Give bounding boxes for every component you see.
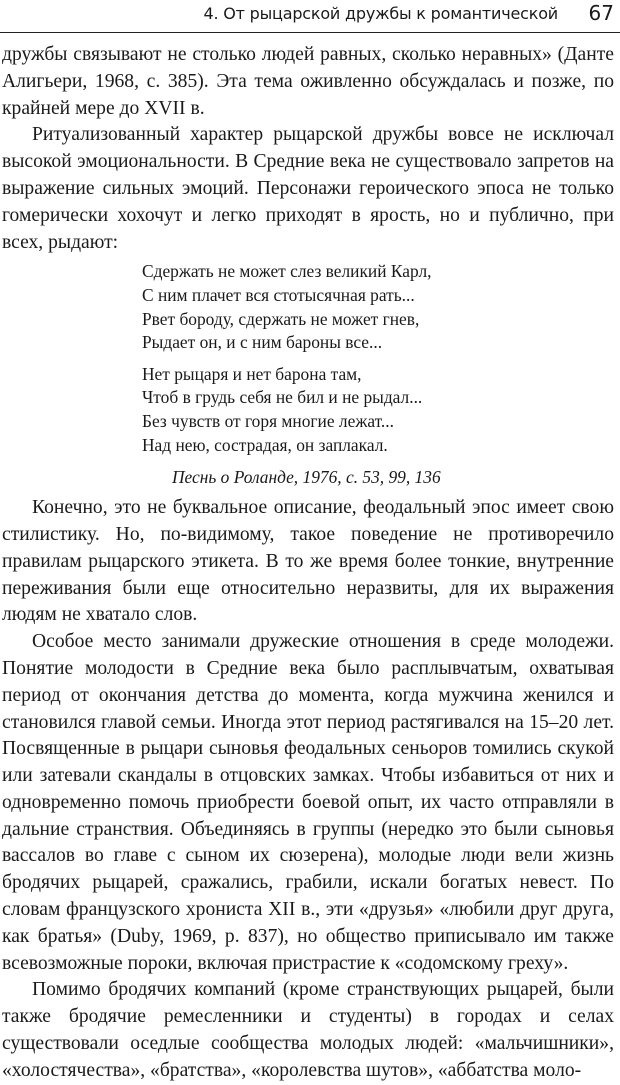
header-rule [0, 32, 620, 33]
verse-line: Без чувств от горя многие лежат... [142, 410, 394, 431]
paragraph-continued: дружбы связывают не столько людей равных, сколько неравных» (Данте Алигьери, 1968, с. 385). Эта тема оживленно обсуждалась и позже, по крайней мере до XVII в. [2, 44, 614, 119]
paragraph: Помимо бродячих компаний (кроме странствующих рыцарей, были также бродячие ремесленники и студенты) в городах и селах существовали оседлые сообщества молодых людей: «мальчишники», «холостячества», «братства», «королевства шутов», «аббатства моло- [2, 979, 614, 1081]
paragraph: Особое место занимали дружеские отношения в среде молодежи. Понятие молодости в Средние века было расплывчатым, охватывая период от окончания детства до момента, когда мужчина женился и становился главой семьи. Иногда этот период растягивался на 15–20 лет. Посвященные в рыцари сыновья феодальных сеньоров томились скукой или затевали скандалы в отцовских замках. Чтобы избавиться от них и одновременно помочь приобрести боевой опыт, их часто отправляли в дальние странствия. Объединяясь в группы (нередко это были сыновья вассалов во главе с сыном их сюзерена), молодые люди вели жизнь бродячих рыцарей, сражались, грабили, искали богатых невест. По словам французского хрониста XII в., эти «друзья» «любили друг друга, как братья» (Duby, 1969, p. 837), но общество приписывало им также всевозможные пороки, включая пристрастие к «содомскому греху». [2, 631, 614, 974]
verse-line: Рыдает он, и с ним бароны все... [142, 332, 383, 353]
verse-citation: Песнь о Роланде, 1976, с. 53, 99, 136 [172, 467, 441, 488]
verse-stanza [142, 363, 614, 457]
verse-line: Сдержать не может слез великий Карл, [142, 261, 432, 282]
verse-line: С ним плачет вся стотысячная рать... [142, 284, 415, 305]
page-body [2, 42, 614, 1085]
paragraph: Конечно, это не буквальное описание, феодальный эпос имеет свою стилистику. Но, по-видимому, такое поведение не противоречило правилам рыцарского этикета. В то же время более тонкие, внутренние переживания были еще относительно неразвиты, для их выражения людям не хватало слов. [2, 497, 614, 626]
verse-line: Чтоб в грудь себя не бил и не рыдал... [142, 387, 423, 408]
paragraph: Ритуализованный характер рыцарской дружбы вовсе не исключал высокой эмоциональности. В Средние века не существовало запретов на выражение сильных эмоций. Персонажи героического эпоса не только гомерически хохочут и легко приходят в ярость, но и публично, при всех, рыдают: [2, 124, 614, 253]
verse-quote [2, 260, 614, 457]
verse-line: Рвет бороду, сдержать не может гнев, [142, 308, 420, 329]
verse-stanza [142, 260, 614, 354]
running-title: 4. От рыцарской дружбы к романтической [203, 4, 558, 23]
page-number: 67 [588, 1, 614, 25]
verse-line: Над нею, сострадая, он заплакал. [142, 434, 388, 455]
page-header [0, 0, 620, 36]
verse-line: Нет рыцаря и нет барона там, [142, 363, 362, 384]
